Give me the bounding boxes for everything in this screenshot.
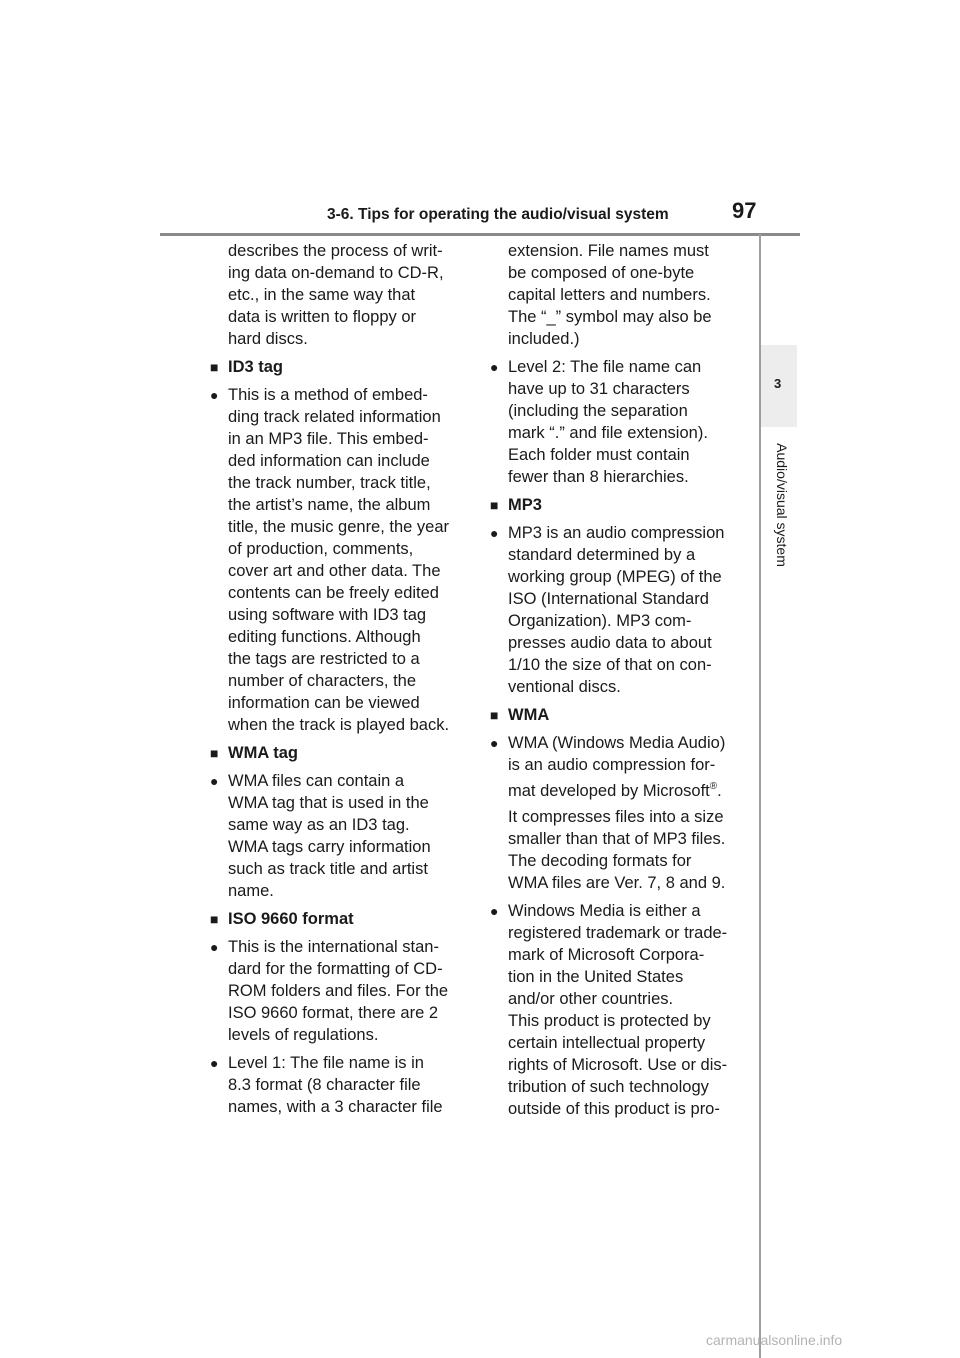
- heading-text: ISO 9660 format: [228, 910, 354, 928]
- text-line: certain intellectual property: [508, 1034, 706, 1052]
- text-line: WMA tags carry information: [228, 838, 431, 856]
- text-line: extension. File names must: [508, 242, 709, 260]
- text-line: cover art and other data. The: [228, 562, 441, 580]
- text-line: WMA (Windows Media Audio): [508, 734, 726, 752]
- text-line: (including the separation: [508, 402, 688, 420]
- chapter-side-label: Audio/visual system: [774, 443, 790, 567]
- bullet-icon: ●: [210, 773, 219, 789]
- text-line: same way as an ID3 tag.: [228, 816, 410, 834]
- text-line: rights of Microsoft. Use or dis-: [508, 1056, 728, 1074]
- text-line: included.): [508, 330, 580, 348]
- bullet-wma-description: [490, 732, 748, 894]
- text-line: name.: [228, 882, 274, 900]
- text-line: The “_” symbol may also be: [508, 308, 712, 326]
- heading-text: MP3: [508, 496, 542, 514]
- text-line: have up to 31 characters: [508, 380, 690, 398]
- text-line: etc., in the same way that: [228, 286, 416, 304]
- text-line: capital letters and numbers.: [508, 286, 711, 304]
- square-marker-icon: ■: [490, 707, 499, 723]
- text-segment: .: [717, 782, 722, 800]
- heading-wma: [490, 704, 748, 726]
- text-line: tion in the United States: [508, 968, 684, 986]
- text-line: mark “.” and file extension).: [508, 424, 708, 442]
- registered-mark: ®: [709, 781, 718, 792]
- square-marker-icon: ■: [210, 359, 219, 375]
- bullet-mp3-description: [490, 522, 748, 698]
- watermark: carmanualsonline.info: [706, 1332, 843, 1348]
- text-line: This is the international stan-: [228, 938, 439, 956]
- text-line: and/or other countries.: [508, 990, 674, 1008]
- text-line: ISO 9660 format, there are 2: [228, 1004, 439, 1022]
- text-line: ding track related information: [228, 408, 441, 426]
- bullet-level-2: [490, 356, 748, 488]
- section-title: 3-6. Tips for operating the audio/visual system: [327, 206, 669, 223]
- text-line: dard for the formatting of CD-: [228, 960, 443, 978]
- bullet-icon: ●: [210, 387, 219, 403]
- text-line: This is a method of embed-: [228, 386, 428, 404]
- text-line: names, with a 3 character file: [228, 1098, 443, 1116]
- page-number: 97: [732, 198, 757, 223]
- chapter-number: 3: [774, 376, 782, 391]
- text-line: ing data on-demand to CD-R,: [228, 264, 444, 282]
- header-rule: [160, 233, 800, 236]
- text-line: title, the music genre, the year: [228, 518, 450, 536]
- bullet-level-1: [210, 1052, 468, 1118]
- text-line: mark of Microsoft Corpora-: [508, 946, 705, 964]
- text-line: when the track is played back.: [228, 716, 450, 734]
- heading-text: WMA: [508, 706, 550, 724]
- text-line: Organization). MP3 com-: [508, 612, 692, 630]
- text-line: ROM folders and files. For the: [228, 982, 449, 1000]
- text-line: of production, comments,: [228, 540, 414, 558]
- text-line: Level 2: The file name can: [508, 358, 702, 376]
- text-segment: mat developed by Microsoft: [508, 782, 710, 800]
- square-marker-icon: ■: [210, 745, 219, 761]
- bullet-id3-description: [210, 384, 468, 736]
- bullet-icon: ●: [490, 903, 499, 919]
- text-line: 8.3 format (8 character file: [228, 1076, 421, 1094]
- text-line: using software with ID3 tag: [228, 606, 427, 624]
- bullet-windows-media-trademark: [490, 900, 748, 1120]
- text-line: The decoding formats for: [508, 852, 692, 870]
- text-line: WMA files are Ver. 7, 8 and 9.: [508, 874, 726, 892]
- level-1-continuation: [490, 240, 748, 350]
- text-line: Windows Media is either a: [508, 902, 701, 920]
- text-line: It compresses files into a size: [508, 808, 724, 826]
- text-line: WMA tag that is used in the: [228, 794, 429, 812]
- text-line: be composed of one-byte: [508, 264, 695, 282]
- heading-id3-tag: [210, 356, 468, 378]
- text-line: outside of this product is pro-: [508, 1100, 720, 1118]
- continuation-paragraph: [210, 240, 468, 350]
- text-line: standard determined by a: [508, 546, 696, 564]
- text-line: the artist’s name, the album: [228, 496, 431, 514]
- bullet-icon: ●: [210, 939, 219, 955]
- text-line-with-trademark: [508, 776, 748, 806]
- text-line: This product is protected by: [508, 1012, 711, 1030]
- bullet-icon: ●: [210, 1055, 219, 1071]
- text-line: fewer than 8 hierarchies.: [508, 468, 689, 486]
- text-line: editing functions. Although: [228, 628, 421, 646]
- square-marker-icon: ■: [490, 497, 499, 513]
- heading-iso-9660: [210, 908, 468, 930]
- text-line: Level 1: The file name is in: [228, 1054, 424, 1072]
- text-line: contents can be freely edited: [228, 584, 439, 602]
- heading-wma-tag: [210, 742, 468, 764]
- text-line: smaller than that of MP3 files.: [508, 830, 726, 848]
- text-line: hard discs.: [228, 330, 308, 348]
- heading-text: ID3 tag: [228, 358, 284, 376]
- text-line: levels of regulations.: [228, 1026, 379, 1044]
- text-line: 1/10 the size of that on con-: [508, 656, 712, 674]
- heading-mp3: [490, 494, 748, 516]
- bullet-icon: ●: [490, 359, 499, 375]
- bullet-iso-description: [210, 936, 468, 1046]
- text-line: WMA files can contain a: [228, 772, 405, 790]
- text-line: ISO (International Standard: [508, 590, 709, 608]
- text-line: the tags are restricted to a: [228, 650, 420, 668]
- text-line: describes the process of writ-: [228, 242, 443, 260]
- text-line: ventional discs.: [508, 678, 621, 696]
- text-line: such as track title and artist: [228, 860, 428, 878]
- left-column: [210, 240, 468, 1124]
- text-line: registered trademark or trade-: [508, 924, 728, 942]
- text-line: Each folder must contain: [508, 446, 690, 464]
- heading-text: WMA tag: [228, 744, 298, 762]
- text-line: working group (MPEG) of the: [508, 568, 722, 586]
- text-line: information can be viewed: [228, 694, 420, 712]
- text-line: the track number, track title,: [228, 474, 431, 492]
- square-marker-icon: ■: [210, 911, 219, 927]
- text-line: ded information can include: [228, 452, 430, 470]
- text-line: data is written to floppy or: [228, 308, 417, 326]
- text-line: MP3 is an audio compression: [508, 524, 725, 542]
- bullet-icon: ●: [490, 525, 499, 541]
- bullet-icon: ●: [490, 735, 499, 751]
- right-column: [490, 240, 748, 1126]
- text-line: presses audio data to about: [508, 634, 712, 652]
- text-line: number of characters, the: [228, 672, 417, 690]
- text-line: tribution of such technology: [508, 1078, 709, 1096]
- text-line: is an audio compression for-: [508, 756, 716, 774]
- bullet-wma-tag-description: [210, 770, 468, 902]
- text-line: in an MP3 file. This embed-: [228, 430, 429, 448]
